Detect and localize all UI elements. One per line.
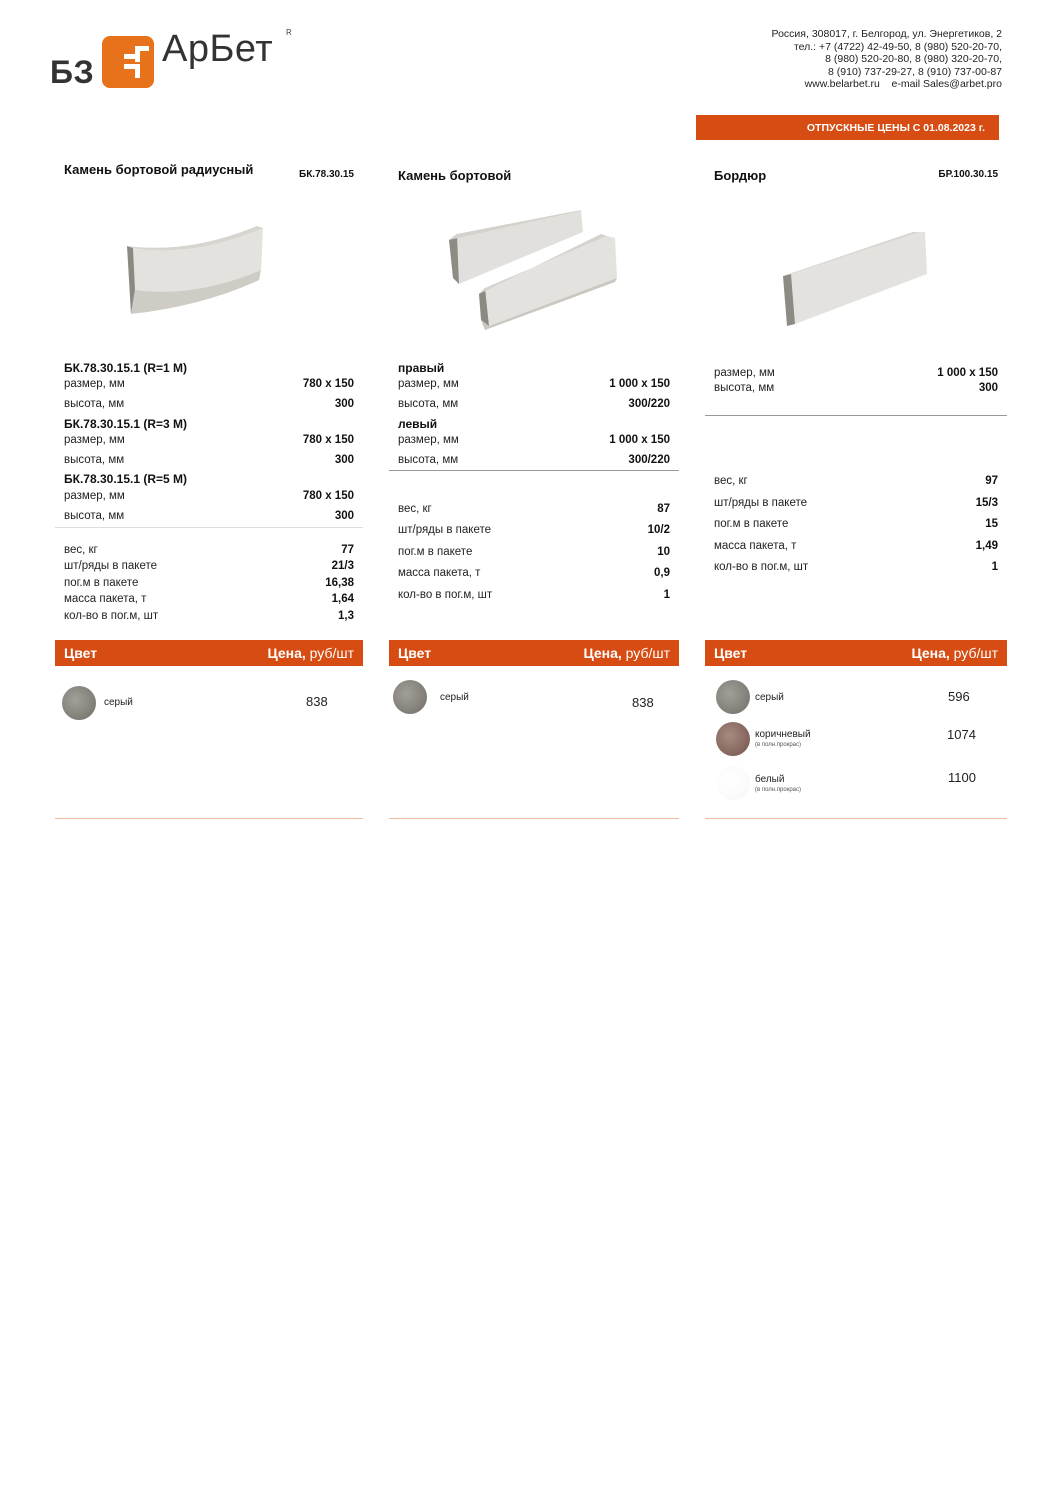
spec-value: 15/3 [975, 497, 998, 509]
spec-label: высота, мм [398, 398, 459, 410]
spec-row-pcs-rows [398, 524, 670, 540]
spec-row-weight [64, 544, 354, 560]
spec-row-size [64, 490, 354, 506]
spec-label: вес, кг [398, 503, 432, 515]
divider [705, 415, 1007, 416]
variant-name-r5: БК.78.30.15.1 (R=5 М) [64, 472, 188, 486]
spec-value: 300 [334, 454, 354, 466]
spec-value: 87 [657, 503, 670, 515]
spec-label: вес, кг [714, 475, 748, 487]
border-stone-image [779, 228, 929, 328]
web-email-line: www.belarbet.ru e-mail Sales@arbet.pro [804, 78, 1002, 91]
spec-row-meters [64, 577, 354, 593]
spec-label: шт/ряды в пакете [64, 560, 157, 572]
color-name: коричневый [755, 729, 811, 740]
curb-stone-pair-image [445, 208, 620, 333]
spec-label: высота, мм [64, 510, 125, 522]
logo-name: АрБет [162, 28, 274, 70]
spec-label: пог.м в пакете [714, 518, 789, 530]
price-value: 1100 [948, 770, 976, 785]
spec-label: размер, мм [64, 490, 125, 502]
logo-prefix: БЗ [50, 54, 95, 90]
color-note: (в полн.прокрас) [755, 787, 802, 793]
divider [389, 470, 679, 471]
spec-row-height [714, 382, 998, 398]
divider [55, 527, 363, 528]
spec-row-weight [714, 475, 998, 491]
spec-row-meters [398, 546, 670, 562]
spec-label: масса пакета, т [714, 540, 797, 552]
company-logo [50, 28, 300, 90]
price-value: 838 [632, 695, 654, 710]
spec-value: 1,49 [975, 540, 998, 552]
spec-row-pcs-rows [714, 497, 998, 513]
spec-value: 300 [978, 382, 998, 394]
spec-value: 300/220 [628, 454, 670, 466]
spec-value: 77 [341, 544, 354, 556]
variant-name-r1: БК.78.30.15.1 (R=1 М) [64, 361, 188, 375]
price-header: Цена, руб/шт [583, 645, 670, 661]
phones-line-3: 8 (910) 737-29-27, 8 (910) 737-00-87 [828, 65, 1002, 78]
price-date-banner: ОТПУСКНЫЕ ЦЕНЫ С 01.08.2023 г. [696, 115, 999, 140]
spec-label: высота, мм [398, 454, 459, 466]
color-name: серый [440, 692, 469, 703]
color-swatch-gray [393, 680, 427, 714]
spec-row-height [398, 398, 670, 414]
spec-label: кол-во в пог.м, шт [714, 561, 809, 573]
variant-name-r3: БК.78.30.15.1 (R=3 М) [64, 417, 188, 431]
spec-row-size [64, 378, 354, 394]
color-header: Цвет [398, 645, 432, 661]
card-bottom-line [389, 818, 679, 819]
product-title: Камень бортовой радиусный [64, 162, 254, 177]
spec-row-qty-per-meter [64, 610, 354, 626]
spec-label: размер, мм [64, 378, 125, 390]
spec-label: размер, мм [398, 378, 459, 390]
spec-value: 300 [334, 398, 354, 410]
spec-row-pack-mass [714, 540, 998, 556]
color-swatch-white [716, 766, 750, 800]
address-text: Россия, 308017, г. Белгород, ул. Энергетиков, 2 [771, 28, 1002, 40]
spec-label: пог.м в пакете [64, 577, 139, 589]
product-card-curb-stone [389, 150, 679, 830]
spec-value: 1 [991, 561, 998, 573]
spec-label: кол-во в пог.м, шт [64, 610, 159, 622]
color-swatch-gray [716, 680, 750, 714]
spec-row-meters [714, 518, 998, 534]
spec-value: 1 000 x 150 [937, 367, 998, 379]
radius-curb-stone-image [123, 224, 273, 324]
spec-value: 1,3 [338, 610, 354, 622]
spec-row-weight [398, 503, 670, 519]
spec-row-qty-per-meter [398, 589, 670, 605]
product-code: БР.100.30.15 [938, 169, 998, 180]
spec-label: масса пакета, т [398, 567, 481, 579]
color-name: серый [104, 697, 133, 708]
spec-label: пог.м в пакете [398, 546, 473, 558]
spec-label: высота, мм [64, 454, 125, 466]
color-name: белый [755, 774, 785, 785]
spec-value: 780 x 150 [302, 434, 354, 446]
color-header: Цвет [64, 645, 98, 661]
spec-row-size [398, 378, 670, 394]
spec-value: 97 [985, 475, 998, 487]
color-price-header [55, 640, 363, 666]
spec-value: 300 [334, 510, 354, 522]
product-card-border [705, 150, 1007, 830]
color-price-header [705, 640, 1007, 666]
price-value: 1074 [947, 727, 976, 742]
spec-label: размер, мм [64, 434, 125, 446]
spec-value: 1 000 x 150 [609, 378, 670, 390]
spec-label: высота, мм [714, 382, 775, 394]
spec-row-qty-per-meter [714, 561, 998, 577]
spec-label: размер, мм [714, 367, 775, 379]
variant-name-left: левый [398, 417, 438, 431]
color-swatch-brown [716, 722, 750, 756]
spec-row-height [64, 398, 354, 414]
spec-label: масса пакета, т [64, 593, 147, 605]
price-value: 838 [306, 694, 328, 709]
phones-line-1: тел.: +7 (4722) 42-49-50, 8 (980) 520-20-70, [793, 40, 1002, 53]
spec-value: 1 000 x 150 [609, 434, 670, 446]
company-contacts [642, 28, 1002, 91]
phones-line-2: 8 (980) 520-20-80, 8 (980) 320-20-70, [825, 53, 1002, 66]
spec-value: 10/2 [647, 524, 670, 536]
spec-value: 300/220 [628, 398, 670, 410]
product-title: Камень бортовой [398, 168, 512, 183]
spec-row-size [64, 434, 354, 450]
price-value: 596 [948, 689, 970, 704]
card-bottom-line [55, 818, 363, 819]
spec-label: шт/ряды в пакете [398, 524, 491, 536]
product-code: БК.78.30.15 [299, 169, 354, 180]
price-header: Цена, руб/шт [267, 645, 354, 661]
spec-label: высота, мм [64, 398, 125, 410]
color-swatch-gray [62, 686, 96, 720]
price-header: Цена, руб/шт [911, 645, 998, 661]
color-name: серый [755, 692, 784, 703]
logo-registered-mark: R [286, 28, 292, 37]
spec-row-height [64, 454, 354, 470]
spec-row-height [64, 510, 354, 526]
spec-value: 1 [663, 589, 670, 601]
spec-row-size [398, 434, 670, 450]
spec-value: 0,9 [654, 567, 670, 579]
color-header: Цвет [714, 645, 748, 661]
spec-row-height [398, 454, 670, 470]
spec-row-pack-mass [398, 567, 670, 583]
spec-row-pack-mass [64, 593, 354, 609]
product-title: Бордюр [714, 168, 767, 183]
card-bottom-line [705, 818, 1007, 819]
spec-value: 15 [985, 518, 998, 530]
spec-row-size [714, 367, 998, 383]
spec-value: 780 x 150 [302, 378, 354, 390]
spec-value: 780 x 150 [302, 490, 354, 502]
spec-value: 10 [657, 546, 670, 558]
product-card-radius-curb [55, 150, 363, 830]
spec-value: 1,64 [331, 593, 354, 605]
spec-row-pcs-rows [64, 560, 354, 576]
spec-label: вес, кг [64, 544, 98, 556]
spec-value: 16,38 [325, 577, 354, 589]
variant-name-right: правый [398, 361, 445, 375]
color-price-header [389, 640, 679, 666]
spec-label: кол-во в пог.м, шт [398, 589, 493, 601]
spec-label: размер, мм [398, 434, 459, 446]
spec-value: 21/3 [331, 560, 354, 572]
spec-label: шт/ряды в пакете [714, 497, 807, 509]
color-note: (в полн.прокрас) [755, 742, 802, 748]
